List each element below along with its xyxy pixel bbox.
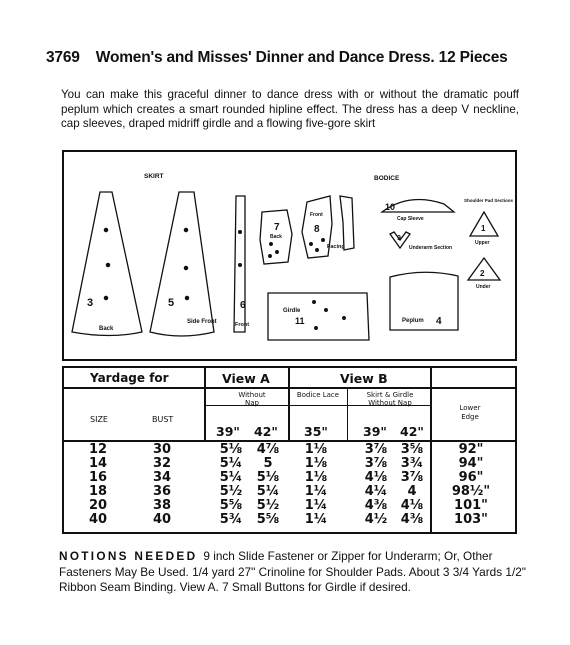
svg-text:Front: Front	[235, 322, 250, 328]
svg-text:9: 9	[397, 235, 401, 242]
piece-count: 12 Pieces	[438, 49, 508, 66]
svg-text:Facing: Facing	[327, 244, 345, 250]
width-42-view-a: 42"	[254, 424, 278, 439]
size-heading: SIZE	[90, 415, 108, 424]
svg-text:Girdle: Girdle	[283, 308, 301, 314]
bodice-lace-heading: Bodice Lace	[296, 391, 340, 399]
notions-text: 9 inch Slide Fastener or Zipper for Underarm; Or, Other Fasteners May Be Used. 1/4 yard 27" Crinoline for Shoulder Pads. About 3 3/4 Yards 1/2" Ribbon Seam Binding. View A. 7 Small Buttons for Girdle if desired.	[59, 549, 526, 594]
width-39-view-b: 39"	[363, 424, 387, 439]
svg-text:4: 4	[436, 316, 442, 327]
notions-paragraph	[59, 549, 529, 596]
notions-heading: NOTIONS NEEDED	[59, 549, 198, 563]
pattern-description: You can make this graceful dinner to dance dress with or without the dramatic pouff peplum which creates a smart rounded hipline effect. The dress has a deep V neckline, cap sleeves, draped midriff girdle and a flowing five-gore skirt	[61, 88, 519, 130]
yardage-table: Yardage for View A View B Without Nap Bodice Lace Skirt & Girdle Without Nap Lower Edge SIZE BUST 39" 42" 35" 39" 42" 12 30 5⅛ 4⅞ 1⅛ 3⅞ 3⅝ 92" 14 32 5¼ 5 1⅛ 3⅞ 3¾ 94" 16 34 5¼ 5⅛ 1⅛ 4⅛ 3⅞ 96" 18 36 5½ 5¼ 1¼ 4¼ 4 98½" 20 38 5⅝ 5½ 1¼ 4⅜ 4⅛ 101" 40 40 5¾ 5⅝ 1¼ 4½ 4⅜ 103"	[62, 366, 517, 534]
peplum-piece	[390, 272, 458, 330]
shoulder-pad-upper-piece	[470, 212, 498, 246]
svg-text:Front: Front	[310, 212, 323, 218]
svg-text:Cap Sleeve: Cap Sleeve	[397, 216, 424, 222]
svg-text:7: 7	[274, 222, 280, 233]
svg-text:Back: Back	[270, 234, 282, 240]
svg-text:10: 10	[385, 202, 396, 212]
width-39-view-a: 39"	[216, 424, 240, 439]
svg-text:Peplum: Peplum	[402, 318, 424, 324]
svg-text:8: 8	[314, 224, 320, 235]
skirt-back-piece	[72, 192, 142, 336]
bodice-label: BODICE	[374, 175, 400, 182]
view-a-heading: View A	[222, 371, 270, 386]
pattern-pieces-drawing	[64, 152, 515, 359]
skirt-front-piece	[234, 196, 249, 332]
svg-text:Side Front: Side Front	[187, 319, 217, 325]
pattern-number: 3769	[46, 49, 80, 66]
shoulder-pad-label: Shoulder Pad Sections	[464, 198, 514, 203]
pattern-pieces-diagram	[62, 150, 517, 361]
bodice-back-piece	[260, 210, 292, 264]
svg-text:5: 5	[168, 297, 175, 309]
yardage-for-heading: Yardage for	[90, 371, 169, 385]
without-nap-heading: Without Nap	[238, 391, 266, 407]
bust-heading: BUST	[152, 415, 174, 424]
girdle-piece	[268, 293, 369, 340]
svg-text:Upper: Upper	[475, 240, 490, 246]
width-35-view-b: 35"	[304, 424, 328, 439]
skirt-girdle-heading: Skirt & Girdle Without Nap	[366, 391, 414, 407]
svg-text:2: 2	[480, 269, 485, 278]
lower-edge-heading: Lower Edge	[459, 404, 481, 421]
svg-text:1: 1	[481, 224, 486, 233]
cap-sleeve-piece	[382, 200, 454, 223]
svg-text:Under: Under	[476, 284, 491, 290]
svg-text:Back: Back	[99, 326, 114, 332]
skirt-side-front-piece	[150, 192, 217, 336]
underarm-section-piece	[390, 232, 452, 251]
svg-text:3: 3	[87, 297, 94, 309]
svg-text:Underarm Section: Underarm Section	[409, 245, 453, 251]
svg-text:11: 11	[295, 316, 305, 326]
pattern-title	[46, 49, 508, 67]
skirt-label: SKIRT	[144, 173, 164, 180]
view-b-heading: View B	[340, 371, 388, 386]
shoulder-pad-under-piece	[468, 258, 500, 290]
svg-text:6: 6	[240, 300, 246, 311]
pattern-name: Women's and Misses' Dinner and Dance Dress.	[95, 49, 435, 66]
width-42-view-b: 42"	[400, 424, 424, 439]
